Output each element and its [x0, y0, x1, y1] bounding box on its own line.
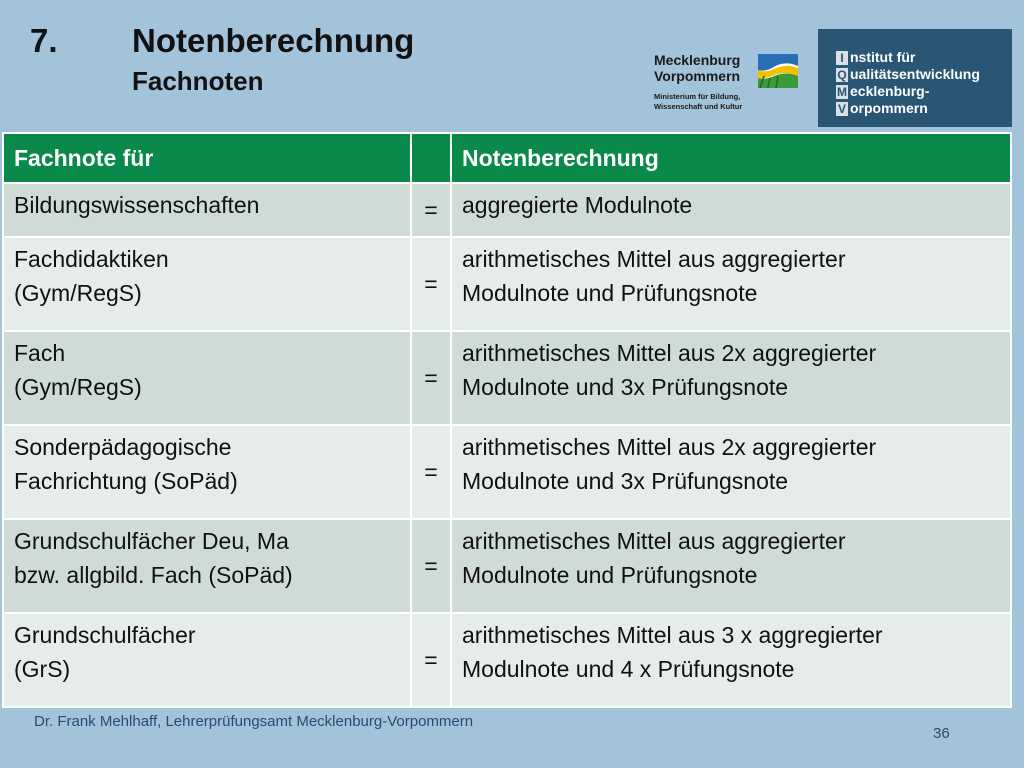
table-header-row [3, 133, 1011, 183]
fach-line: (Gym/RegS) [14, 374, 142, 400]
mv-logo-name [654, 52, 740, 84]
header-fachnote: Fachnote für [3, 133, 411, 183]
iq-logo-text: orpommern [850, 100, 928, 116]
mv-logo-ministry-line2: Wissenschaft und Kultur [654, 102, 743, 111]
table-row [3, 613, 1011, 707]
iq-logo-row [836, 66, 980, 82]
fach-line: Sonderpädagogische [14, 434, 232, 460]
calc-line: Modulnote und Prüfungsnote [462, 280, 758, 306]
fach-line: Fachdidaktiken [14, 246, 169, 272]
fach-line: bzw. allgbild. Fach (SoPäd) [14, 562, 293, 588]
fach-cell [3, 183, 411, 237]
fach-line: Grundschulfächer Deu, Ma [14, 528, 289, 554]
fach-line: Grundschulfächer [14, 622, 196, 648]
calc-cell [451, 183, 1011, 237]
calc-line: aggregierte Modulnote [462, 192, 693, 218]
iq-mv-logo [818, 29, 1012, 127]
equals-cell: = [411, 237, 451, 331]
iq-logo-text: ualitätsentwicklung [850, 66, 980, 82]
calc-line: arithmetisches Mittel aus aggregierter [462, 528, 846, 554]
iq-logo-text: ecklenburg- [850, 83, 930, 99]
footer-author: Dr. Frank Mehlhaff, Lehrerprüfungsamt Mecklenburg-Vorpommern [34, 713, 474, 730]
grade-calculation-table [2, 132, 1012, 708]
iq-logo-letter: Q [837, 68, 847, 82]
calc-cell [451, 425, 1011, 519]
fach-line: Fach [14, 340, 66, 366]
calc-cell [451, 613, 1011, 707]
iq-logo-letter: I [836, 51, 848, 65]
calc-line: arithmetisches Mittel aus 2x aggregierter [462, 340, 877, 366]
calc-cell [451, 331, 1011, 425]
header-equals [411, 133, 451, 183]
calc-line: Modulnote und 3x Prüfungsnote [462, 468, 789, 494]
table-row [3, 183, 1011, 237]
fach-line: (GrS) [14, 656, 71, 682]
calc-cell [451, 519, 1011, 613]
slide-title: Notenberechnung [132, 22, 415, 59]
calc-line: arithmetisches Mittel aus aggregierter [462, 246, 846, 272]
table-row [3, 237, 1011, 331]
equals-cell: = [411, 425, 451, 519]
calc-line: Modulnote und Prüfungsnote [462, 562, 758, 588]
fach-cell [3, 237, 411, 331]
page-number: 36 [933, 725, 950, 742]
table-row [3, 519, 1011, 613]
calc-line: Modulnote und 3x Prüfungsnote [462, 374, 789, 400]
mv-ministry-logo [652, 50, 800, 116]
mv-emblem-icon [758, 54, 798, 88]
mv-logo-name-line1: Mecklenburg [654, 52, 741, 68]
iq-logo-row [836, 100, 928, 116]
fach-cell [3, 613, 411, 707]
header-notenberechnung: Notenberechnung [451, 133, 1011, 183]
equals-cell: = [411, 183, 451, 237]
fach-cell [3, 425, 411, 519]
calc-line: Modulnote und 4 x Prüfungsnote [462, 656, 795, 682]
equals-cell: = [411, 331, 451, 425]
table-row [3, 331, 1011, 425]
iq-logo-letter: M [837, 85, 847, 99]
mv-logo-ministry-line1: Ministerium für Bildung, [654, 92, 741, 101]
calc-line: arithmetisches Mittel aus 2x aggregierter [462, 434, 877, 460]
mv-logo-name-line2: Vorpommern [654, 68, 741, 84]
slide-subtitle: Fachnoten [132, 66, 264, 96]
calc-cell [451, 237, 1011, 331]
table-row [3, 425, 1011, 519]
calc-line: arithmetisches Mittel aus 3 x aggregierter [462, 622, 883, 648]
fach-cell [3, 331, 411, 425]
equals-cell: = [411, 613, 451, 707]
fach-line: Bildungswissenschaften [14, 192, 260, 218]
equals-cell: = [411, 519, 451, 613]
iq-logo-row [836, 49, 915, 65]
fach-cell [3, 519, 411, 613]
fach-line: (Gym/RegS) [14, 280, 142, 306]
fach-line: Fachrichtung (SoPäd) [14, 468, 238, 494]
slide-number: 7. [30, 22, 58, 59]
iq-logo-letter: V [837, 102, 846, 116]
iq-logo-text: nstitut für [850, 49, 916, 65]
mv-logo-ministry [654, 92, 764, 112]
iq-logo-row [836, 83, 929, 99]
